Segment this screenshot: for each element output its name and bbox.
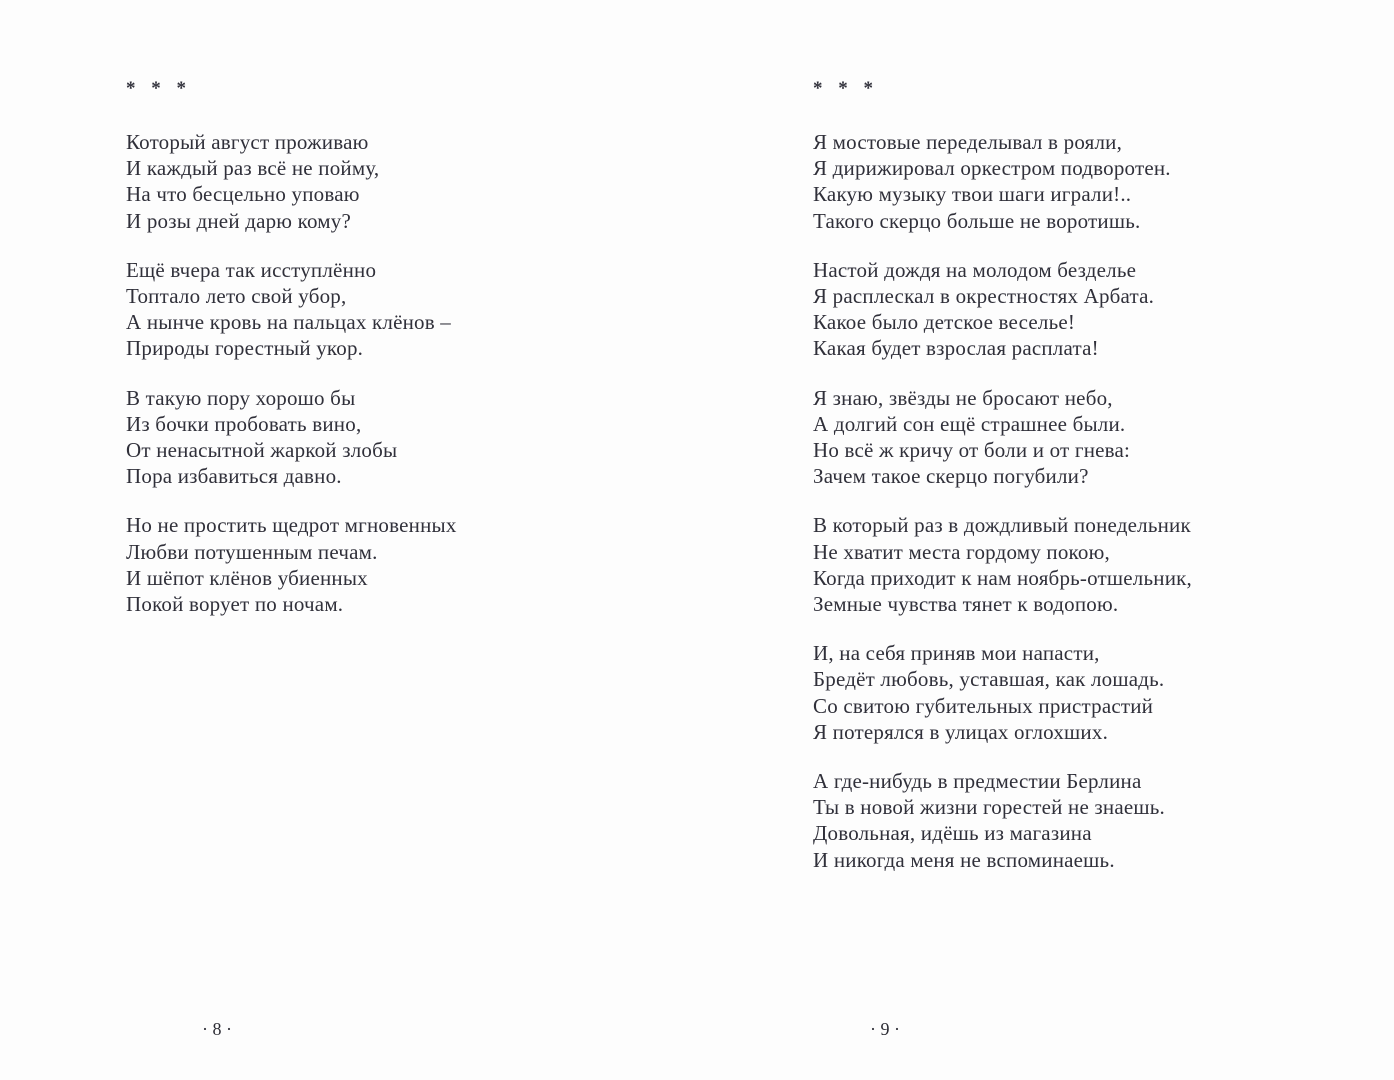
poem-line: А нынче кровь на пальцах клёнов – — [126, 310, 452, 335]
poem-line: Покой ворует по ночам. — [126, 592, 344, 617]
poem-line: Любви потушенным печам. — [126, 539, 378, 564]
poem-line: И, на себя приняв мои напасти, — [813, 641, 1100, 666]
stanza — [813, 129, 1283, 234]
poem-line: Но всё ж кричу от боли и от гнева: — [813, 438, 1131, 463]
poem-line: Я мостовые переделывал в рояли, — [813, 130, 1123, 154]
poem-line: Ещё вчера так исступлённо — [126, 257, 377, 282]
stanza — [126, 385, 686, 490]
poem-line: И никогда меня не вспоминаешь. — [813, 847, 1115, 872]
stanza — [813, 257, 1283, 362]
poem-body — [813, 129, 1283, 873]
page-number-right: · 9 · — [870, 1019, 900, 1039]
poem-line: Какую музыку твои шаги играли!.. — [813, 182, 1132, 207]
poem-line: Ты в новой жизни горестей не знаешь. — [813, 795, 1165, 820]
poem-line: Настой дождя на молодом безделье — [813, 257, 1137, 282]
book-page-right — [813, 76, 1283, 896]
poem-line: И каждый раз всё не пойму, — [126, 156, 380, 181]
poem-line: И шёпот клёнов убиенных — [126, 565, 368, 590]
poem-line: Я потерялся в улицах оглохших. — [813, 719, 1109, 744]
poem-line: Такого скерцо больше не воротишь. — [813, 208, 1141, 233]
stanza — [813, 768, 1283, 873]
poem-line: Довольная, идёшь из магазина — [813, 821, 1092, 846]
poem-body — [126, 129, 686, 617]
stanza — [813, 640, 1283, 745]
poem-line: Со свитою губительных пристрастий — [813, 693, 1154, 718]
page-number-left: · 8 · — [202, 1019, 232, 1039]
poem-line: Какое было детское веселье! — [813, 310, 1076, 335]
poem-line: В который раз в дождливый понедельник — [813, 513, 1191, 538]
poem-line: Из бочки пробовать вино, — [126, 411, 362, 436]
poem-line: Который август проживаю — [126, 130, 369, 154]
poem-line: Бредёт любовь, уставшая, как лошадь. — [813, 667, 1165, 692]
poem-line: Я дирижировал оркестром подворотен. — [813, 156, 1171, 181]
poem-line: Когда приходит к нам ноябрь-отшельник, — [813, 565, 1192, 590]
stanza — [813, 385, 1283, 490]
poem-line: Я знаю, звёзды не бросают небо, — [813, 385, 1113, 410]
poem-line: А где-нибудь в предместии Берлина — [813, 769, 1142, 794]
stanza — [813, 512, 1283, 617]
poem-line: На что бесцельно уповаю — [126, 182, 360, 207]
stanza — [126, 257, 686, 362]
poem-line: Зачем такое скерцо погубили? — [813, 464, 1089, 489]
poem-line: От ненасытной жаркой злобы — [126, 438, 398, 463]
poem-line: Земные чувства тянет к водопою. — [813, 592, 1119, 617]
poem-line: А долгий сон ещё страшнее были. — [813, 411, 1126, 436]
poem-line: Какая будет взрослая расплата! — [813, 336, 1099, 361]
poem-line: И розы дней дарю кому? — [126, 208, 351, 233]
poem-line: Топтало лето свой убор, — [126, 284, 347, 309]
poem-line: Природы горестный укор. — [126, 336, 364, 361]
stanza — [126, 512, 686, 617]
stanza — [126, 129, 686, 234]
poem-line: В такую пору хорошо бы — [126, 385, 356, 410]
poem-header-asterisks: * * * — [813, 78, 874, 99]
poem-line: Не хватит места гордому покою, — [813, 539, 1110, 564]
book-page-left — [126, 76, 686, 640]
poem-line: Я расплескал в окрестностях Арбата. — [813, 284, 1155, 309]
poem-line: Пора избавиться давно. — [126, 464, 342, 489]
poem-line: Но не простить щедрот мгновенных — [126, 513, 457, 538]
poem-header-asterisks: * * * — [126, 78, 187, 99]
